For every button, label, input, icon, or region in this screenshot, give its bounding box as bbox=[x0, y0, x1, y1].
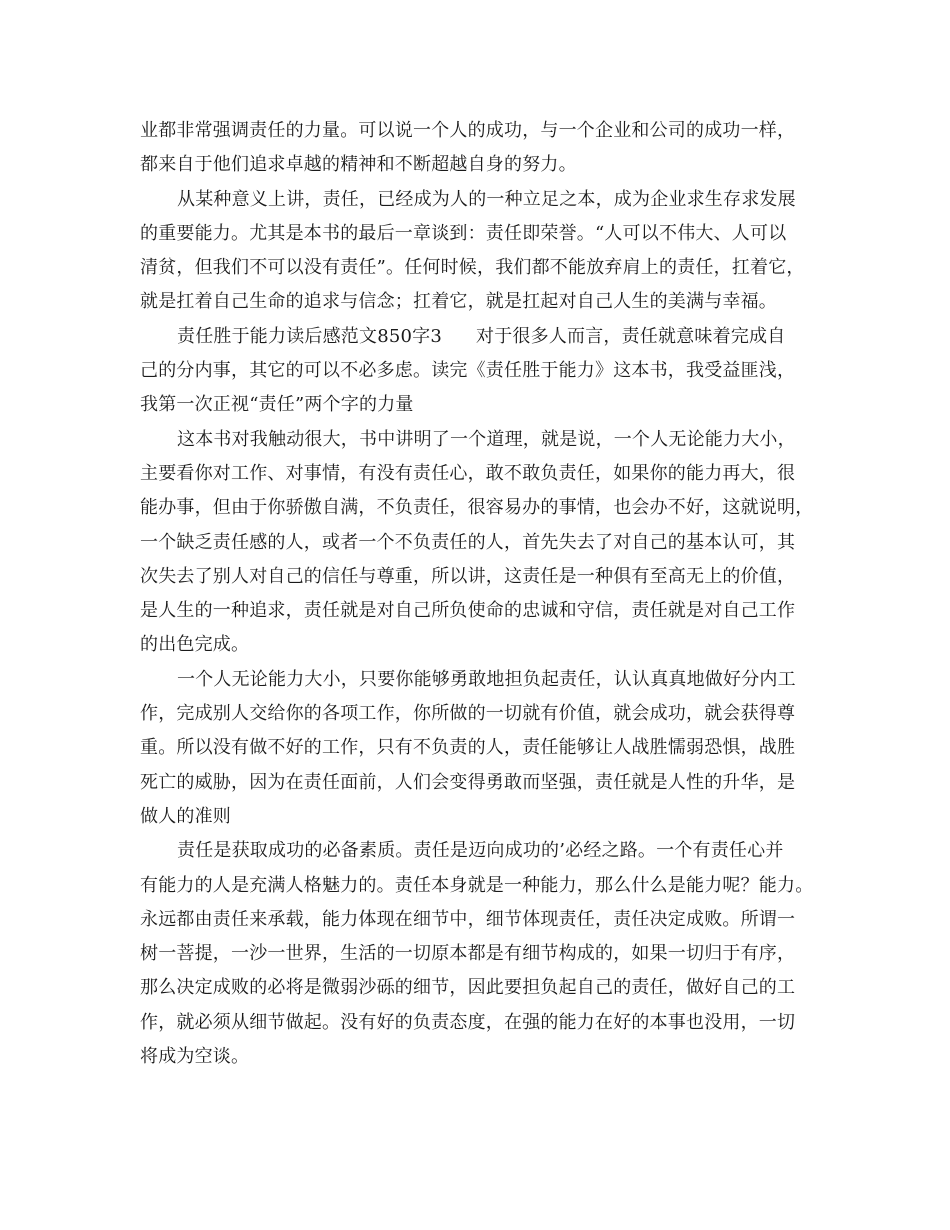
text-line: 我第一次正视“责任”两个字的力量 bbox=[140, 394, 414, 416]
text-line: 这本书对我触动很大，书中讲明了一个道理，就是说，一个人无论能力大小， bbox=[177, 428, 796, 450]
text-line: 清贫，但我们不可以没有责任”。任何时候，我们都不能放弃肩上的责任，扛着它， bbox=[140, 257, 805, 279]
text-line: 能办事，但由于你骄傲自满，不负责任，很容易办的事情，也会办不好，这就说明， bbox=[140, 497, 814, 519]
text-line: 树一菩提，一沙一世界，生活的一切原本都是有细节构成的，如果一切归于有序， bbox=[140, 943, 796, 965]
text-line: 就是扛着自己生命的追求与信念；扛着它，就是扛起对自己人生的美满与幸福。 bbox=[140, 291, 777, 313]
text-line: 从某种意义上讲，责任，已经成为人的一种立足之本，成为企业求生存求发展 bbox=[177, 188, 796, 210]
text-line bbox=[140, 320, 830, 354]
paragraph-1 bbox=[140, 114, 830, 183]
text-line: 的出色完成。 bbox=[140, 634, 250, 656]
text-line: 是人生的一种追求，责任就是对自己所负使命的忠诚和守信，责任就是对自己工作 bbox=[140, 600, 796, 622]
text-line: 死亡的威胁，因为在责任面前，人们会变得勇敢而坚强，责任就是人性的升华，是 bbox=[140, 771, 796, 793]
paragraph-3 bbox=[140, 320, 830, 423]
document-body bbox=[140, 114, 830, 1074]
text-line: 都来自于他们追求卓越的精神和不断超越自身的努力。 bbox=[140, 154, 577, 176]
paragraph-2 bbox=[140, 183, 830, 320]
text-line: 做人的准则 bbox=[140, 805, 231, 827]
paragraph-5 bbox=[140, 663, 830, 834]
text-line: 的重要能力。尤其是本书的最后一章谈到：责任即荣誉。“人可以不伟大、人可以 bbox=[140, 222, 787, 244]
text-line: 一个人无论能力大小，只要你能够勇敢地担负起责任，认认真真地做好分内工 bbox=[177, 668, 796, 690]
text-line: 业都非常强调责任的力量。可以说一个人的成功，与一个企业和公司的成功一样， bbox=[140, 120, 796, 141]
paragraph-6 bbox=[140, 834, 830, 1074]
text-line: 有能力的人是充满人格魅力的。责任本身就是一种能力，那么什么是能力呢？能力。 bbox=[140, 874, 814, 896]
section-heading: 责任胜于能力读后感范文850字3 bbox=[177, 325, 443, 347]
paragraph-4 bbox=[140, 423, 830, 663]
text-line: 重。所以没有做不好的工作，只有不负责的人，责任能够让人战胜懦弱恐惧，战胜 bbox=[140, 737, 796, 759]
text-line: 主要看你对工作、对事情，有没有责任心，敢不敢负责任，如果你的能力再大，很 bbox=[140, 462, 796, 484]
text-line: 次失去了别人对自己的信任与尊重，所以讲，这责任是一种俱有至高无上的价值， bbox=[140, 565, 796, 587]
text-line: 那么决定成败的必将是微弱沙砾的细节，因此要担负起自己的责任，做好自己的工 bbox=[140, 977, 796, 999]
text-line: 责任是获取成功的必备素质。责任是迈向成功的’必经之路。一个有责任心并 bbox=[177, 840, 784, 862]
text-line: 作，就必须从细节做起。没有好的负责态度，在强的能力在好的本事也没用，一切 bbox=[140, 1011, 796, 1033]
text-line: 己的分内事，其它的可以不必多虑。读完《责任胜于能力》这本书，我受益匪浅， bbox=[140, 360, 796, 382]
text-line: 永远都由责任来承载，能力体现在细节中，细节体现责任，责任决定成败。所谓一 bbox=[140, 908, 796, 930]
text-line: 作，完成别人交给你的各项工作，你所做的一切就有价值，就会成功，就会获得尊 bbox=[140, 703, 796, 725]
text-line: 一个缺乏责任感的人，或者一个不负责任的人，首先失去了对自己的基本认可，其 bbox=[140, 531, 796, 553]
text-line: 将成为空谈。 bbox=[140, 1046, 250, 1068]
text-run: 对于很多人而言，责任就意味着完成自 bbox=[476, 325, 786, 347]
